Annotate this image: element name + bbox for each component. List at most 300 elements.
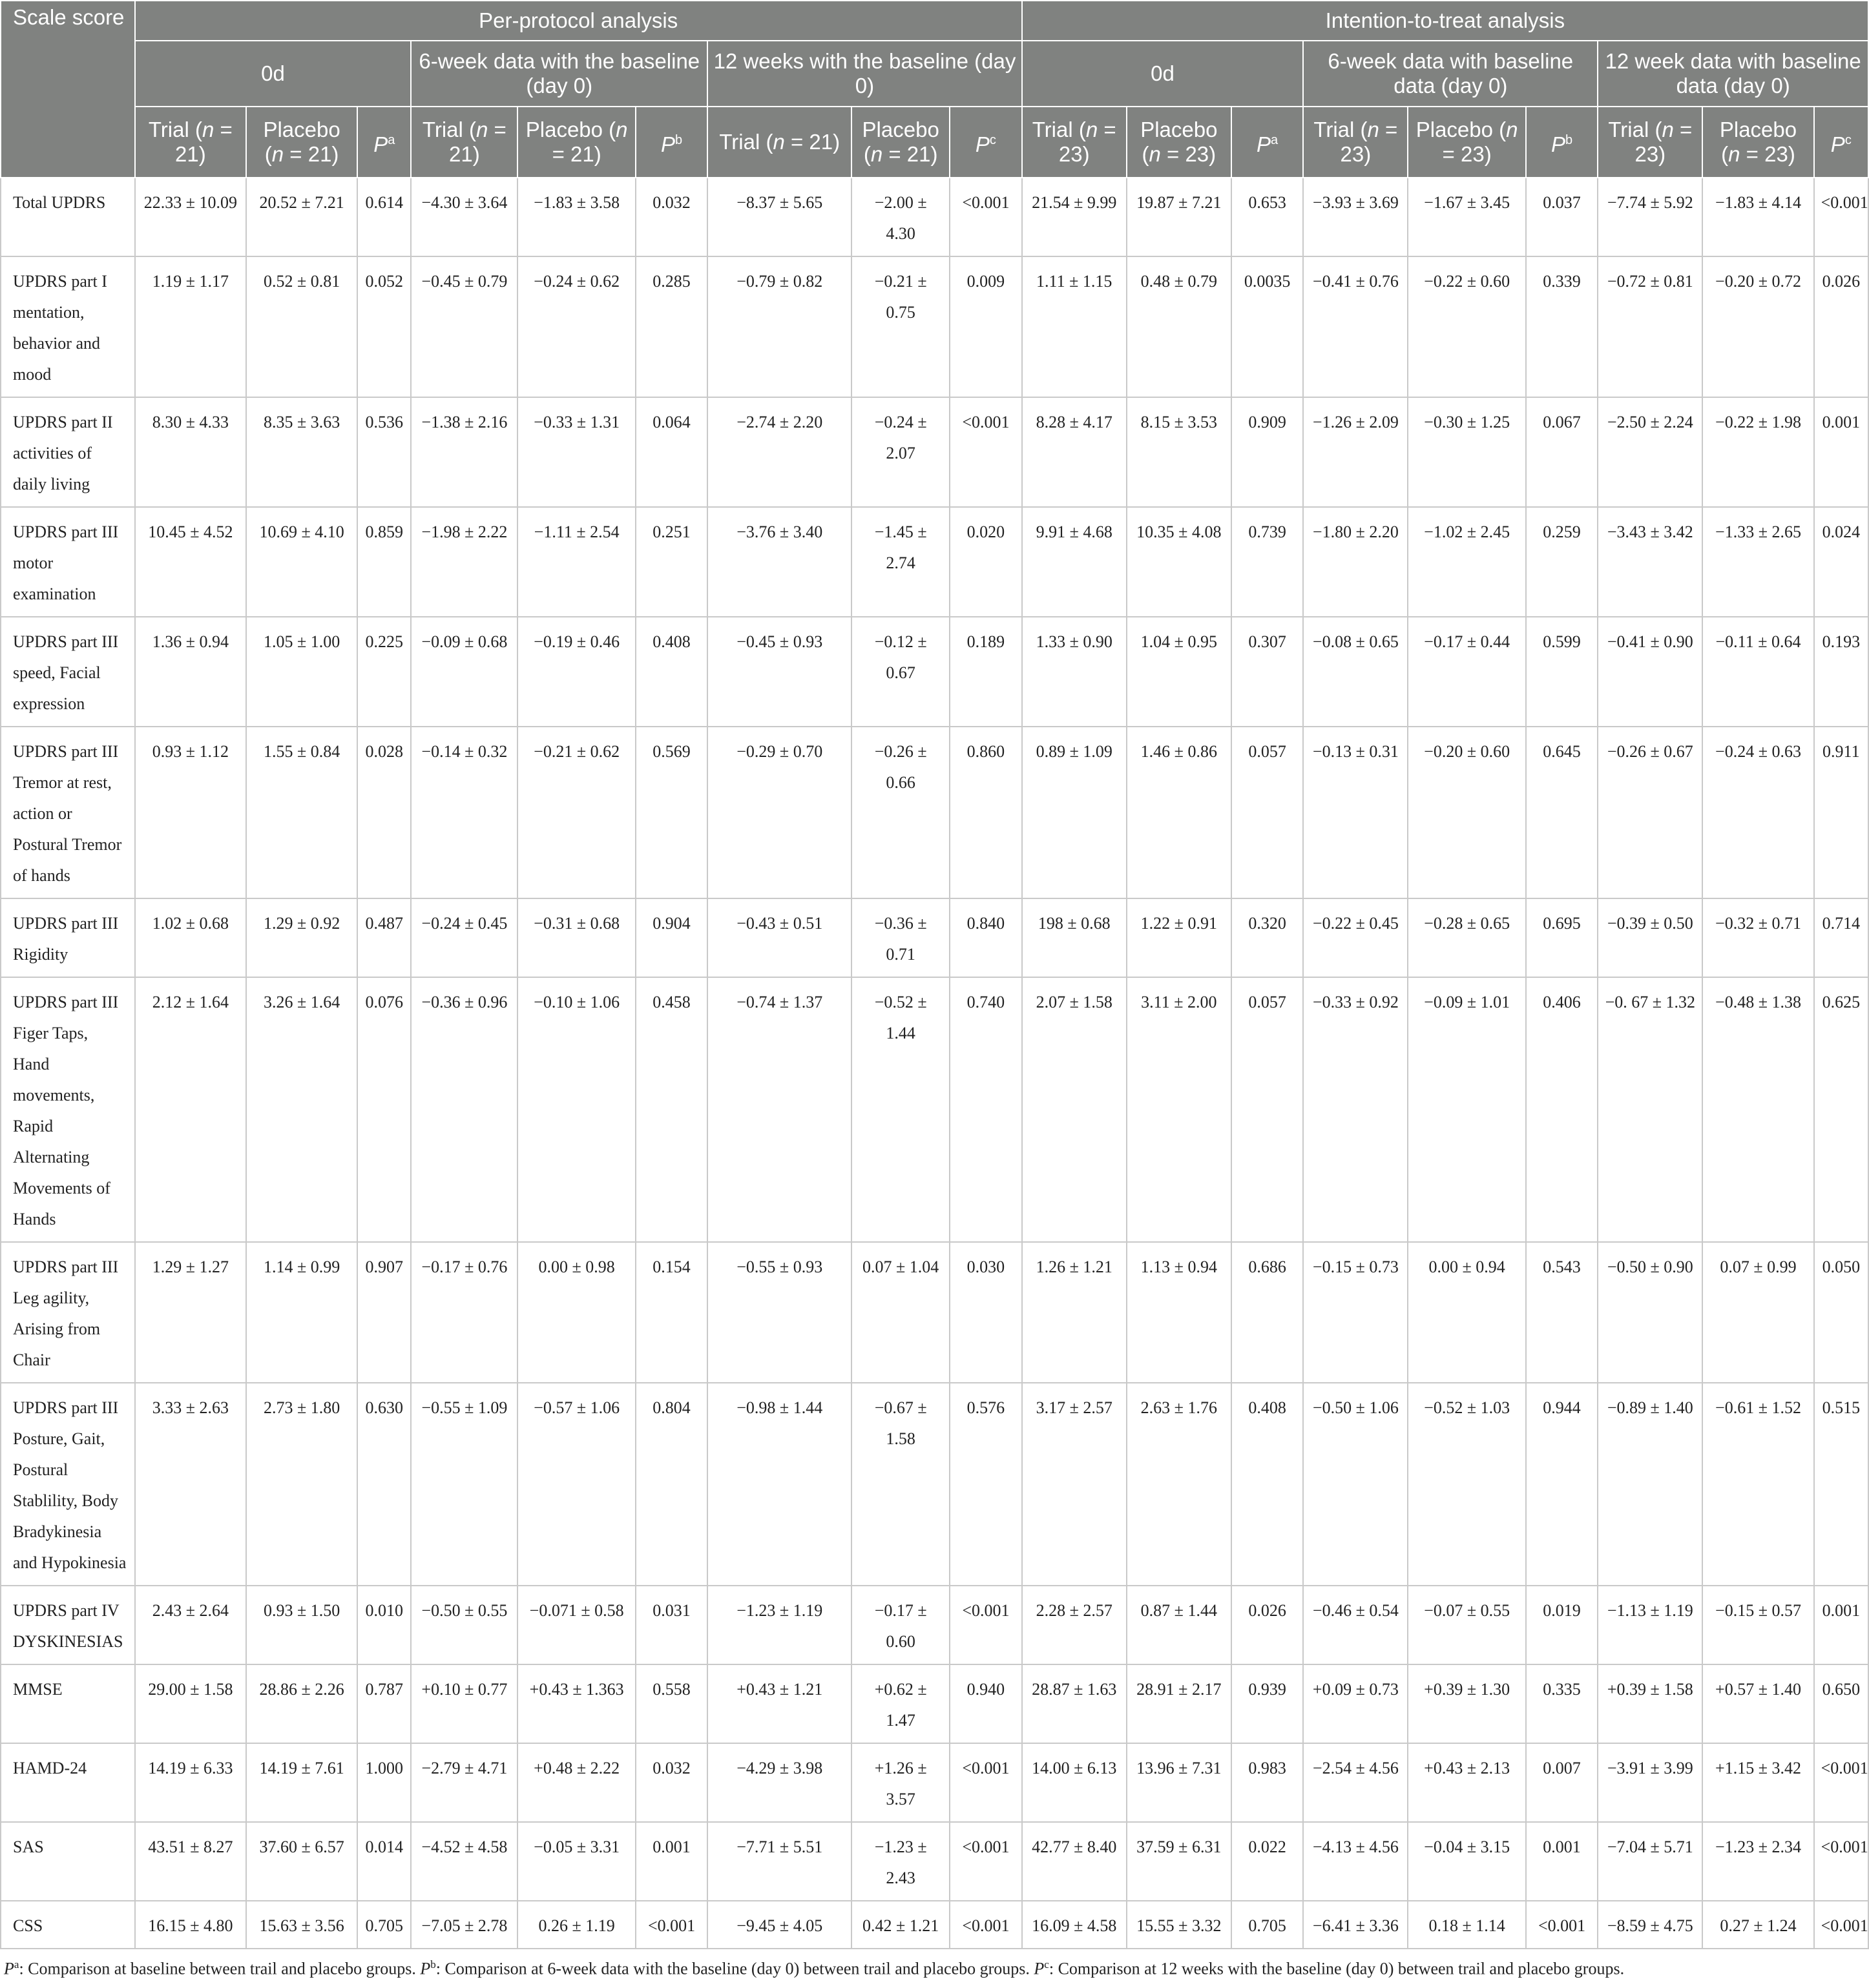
table-cell: 15.63 ± 3.56 bbox=[246, 1901, 357, 1949]
table-cell: −1.67 ± 3.45 bbox=[1408, 178, 1525, 256]
table-cell: 0.032 bbox=[636, 1743, 707, 1822]
table-cell: 0.650 bbox=[1814, 1664, 1868, 1743]
table-cell: 14.19 ± 6.33 bbox=[135, 1743, 246, 1822]
column-header: $P^c$ bbox=[950, 107, 1021, 178]
table-cell: −0.43 ± 0.51 bbox=[707, 898, 851, 977]
table-cell: 0.028 bbox=[357, 727, 411, 898]
table-cell: 0.307 bbox=[1231, 617, 1303, 727]
table-cell: −1.23 ± 1.19 bbox=[707, 1586, 851, 1664]
table-cell: −1.83 ± 3.58 bbox=[517, 178, 635, 256]
table-cell: 0.259 bbox=[1526, 507, 1598, 617]
table-cell: 0.022 bbox=[1231, 1822, 1303, 1901]
table-cell: 16.15 ± 4.80 bbox=[135, 1901, 246, 1949]
table-cell: −0.15 ± 0.73 bbox=[1303, 1242, 1408, 1383]
table-row bbox=[1, 977, 1868, 1242]
table-row bbox=[1, 1901, 1868, 1949]
table-cell: −3.76 ± 3.40 bbox=[707, 507, 851, 617]
table-cell: −0.50 ± 0.55 bbox=[411, 1586, 517, 1664]
table-cell: 1.46 ± 0.86 bbox=[1127, 727, 1231, 898]
table-cell: −4.29 ± 3.98 bbox=[707, 1743, 851, 1822]
table-cell: −4.30 ± 3.64 bbox=[411, 178, 517, 256]
table-cell: +0.10 ± 0.77 bbox=[411, 1664, 517, 1743]
table-cell: +0.43 ± 1.363 bbox=[517, 1664, 635, 1743]
table-cell: 37.60 ± 6.57 bbox=[246, 1822, 357, 1901]
table-cell: 28.91 ± 2.17 bbox=[1127, 1664, 1231, 1743]
row-label: SAS bbox=[1, 1822, 135, 1901]
table-cell: +0.43 ± 1.21 bbox=[707, 1664, 851, 1743]
table-cell: −3.43 ± 3.42 bbox=[1598, 507, 1702, 617]
table-cell: 2.63 ± 1.76 bbox=[1127, 1383, 1231, 1586]
table-cell: −0.29 ± 0.70 bbox=[707, 727, 851, 898]
table-cell: 0.320 bbox=[1231, 898, 1303, 977]
table-cell: <0.001 bbox=[950, 1822, 1021, 1901]
table-cell: −7.74 ± 5.92 bbox=[1598, 178, 1702, 256]
table-cell: 0.067 bbox=[1526, 397, 1598, 507]
table-cell: 0.840 bbox=[950, 898, 1021, 977]
table-cell: −2.74 ± 2.20 bbox=[707, 397, 851, 507]
table-cell: 0.93 ± 1.12 bbox=[135, 727, 246, 898]
table-cell: 0.487 bbox=[357, 898, 411, 977]
table-cell: −0.22 ± 0.45 bbox=[1303, 898, 1408, 977]
table-cell: 0.859 bbox=[357, 507, 411, 617]
table-cell: 0.536 bbox=[357, 397, 411, 507]
table-cell: −0.28 ± 0.65 bbox=[1408, 898, 1525, 977]
table-cell: 2.43 ± 2.64 bbox=[135, 1586, 246, 1664]
table-cell: 1.02 ± 0.68 bbox=[135, 898, 246, 977]
table-cell: 10.69 ± 4.10 bbox=[246, 507, 357, 617]
table-cell: 0.543 bbox=[1526, 1242, 1598, 1383]
table-cell: −0.33 ± 1.31 bbox=[517, 397, 635, 507]
table-body bbox=[1, 178, 1868, 1949]
table-cell: −1.23 ± 2.34 bbox=[1702, 1822, 1813, 1901]
table-cell: 1.29 ± 1.27 bbox=[135, 1242, 246, 1383]
table-cell: 0.339 bbox=[1526, 256, 1598, 397]
table-cell: 0.911 bbox=[1814, 727, 1868, 898]
table-cell: −0.12 ± 0.67 bbox=[851, 617, 950, 727]
table-cell: 0.739 bbox=[1231, 507, 1303, 617]
table-cell: 0.057 bbox=[1231, 727, 1303, 898]
table-row bbox=[1, 507, 1868, 617]
column-header: Placebo (n = 23) bbox=[1702, 107, 1813, 178]
table-cell: 2.12 ± 1.64 bbox=[135, 977, 246, 1242]
table-cell: −0.24 ± 0.63 bbox=[1702, 727, 1813, 898]
table-cell: 1.26 ± 1.21 bbox=[1022, 1242, 1127, 1383]
column-header: Placebo (n = 21) bbox=[851, 107, 950, 178]
table-cell: 0.940 bbox=[950, 1664, 1021, 1743]
table-cell: 1.14 ± 0.99 bbox=[246, 1242, 357, 1383]
table-cell: <0.001 bbox=[1814, 178, 1868, 256]
table-cell: −1.11 ± 2.54 bbox=[517, 507, 635, 617]
table-cell: 0.48 ± 0.79 bbox=[1127, 256, 1231, 397]
table-cell: −0.10 ± 1.06 bbox=[517, 977, 635, 1242]
row-label: CSS bbox=[1, 1901, 135, 1949]
table-cell: 0.904 bbox=[636, 898, 707, 977]
table-cell: 10.35 ± 4.08 bbox=[1127, 507, 1231, 617]
table-cell: 0.576 bbox=[950, 1383, 1021, 1586]
column-header: Placebo (n = 21) bbox=[517, 107, 635, 178]
table-cell: +0.48 ± 2.22 bbox=[517, 1743, 635, 1822]
table-row bbox=[1, 256, 1868, 397]
table-cell: 0.653 bbox=[1231, 178, 1303, 256]
column-header: Trial (n = 21) bbox=[135, 107, 246, 178]
table-cell: −0. 67 ± 1.32 bbox=[1598, 977, 1702, 1242]
table-cell: −0.89 ± 1.40 bbox=[1598, 1383, 1702, 1586]
table-cell: 0.225 bbox=[357, 617, 411, 727]
table-cell: −0.57 ± 1.06 bbox=[517, 1383, 635, 1586]
table-cell: 0.907 bbox=[357, 1242, 411, 1383]
table-cell: −2.00 ± 4.30 bbox=[851, 178, 950, 256]
table-cell: 0.686 bbox=[1231, 1242, 1303, 1383]
table-cell: −0.17 ± 0.44 bbox=[1408, 617, 1525, 727]
table-cell: 0.052 bbox=[357, 256, 411, 397]
column-header: $P^b$ bbox=[636, 107, 707, 178]
table-cell: 0.42 ± 1.21 bbox=[851, 1901, 950, 1949]
table-cell: −0.15 ± 0.57 bbox=[1702, 1586, 1813, 1664]
table-row bbox=[1, 1664, 1868, 1743]
table-cell: −0.09 ± 0.68 bbox=[411, 617, 517, 727]
table-cell: <0.001 bbox=[950, 1743, 1021, 1822]
table-cell: 0.408 bbox=[636, 617, 707, 727]
table-cell: −0.22 ± 1.98 bbox=[1702, 397, 1813, 507]
table-cell: −0.08 ± 0.65 bbox=[1303, 617, 1408, 727]
table-cell: 3.33 ± 2.63 bbox=[135, 1383, 246, 1586]
table-cell: 15.55 ± 3.32 bbox=[1127, 1901, 1231, 1949]
table-row bbox=[1, 1822, 1868, 1901]
table-cell: 0.787 bbox=[357, 1664, 411, 1743]
column-header: Placebo (n = 23) bbox=[1127, 107, 1231, 178]
table-cell: <0.001 bbox=[950, 178, 1021, 256]
table-cell: −0.67 ± 1.58 bbox=[851, 1383, 950, 1586]
table-cell: −0.04 ± 3.15 bbox=[1408, 1822, 1525, 1901]
table-cell: 21.54 ± 9.99 bbox=[1022, 178, 1127, 256]
table-cell: −0.17 ± 0.76 bbox=[411, 1242, 517, 1383]
table-cell: −0.98 ± 1.44 bbox=[707, 1383, 851, 1586]
table-cell: +0.57 ± 1.40 bbox=[1702, 1664, 1813, 1743]
table-cell: <0.001 bbox=[950, 1586, 1021, 1664]
table-cell: 8.30 ± 4.33 bbox=[135, 397, 246, 507]
table-cell: −0.21 ± 0.62 bbox=[517, 727, 635, 898]
table-cell: −0.26 ± 0.67 bbox=[1598, 727, 1702, 898]
table-cell: 37.59 ± 6.31 bbox=[1127, 1822, 1231, 1901]
table-cell: −0.19 ± 0.46 bbox=[517, 617, 635, 727]
period-header: 12 week data with baseline data (day 0) bbox=[1598, 41, 1868, 107]
table-cell: −0.071 ± 0.58 bbox=[517, 1586, 635, 1664]
table-cell: 0.020 bbox=[950, 507, 1021, 617]
table-cell: 0.001 bbox=[636, 1822, 707, 1901]
table-cell: −0.07 ± 0.55 bbox=[1408, 1586, 1525, 1664]
table-cell: −1.02 ± 2.45 bbox=[1408, 507, 1525, 617]
table-cell: 1.05 ± 1.00 bbox=[246, 617, 357, 727]
table-cell: 0.89 ± 1.09 bbox=[1022, 727, 1127, 898]
column-header: $P^c$ bbox=[1814, 107, 1868, 178]
table-row bbox=[1, 727, 1868, 898]
table-cell: 0.154 bbox=[636, 1242, 707, 1383]
table-cell: −0.50 ± 1.06 bbox=[1303, 1383, 1408, 1586]
table-cell: −0.48 ± 1.38 bbox=[1702, 977, 1813, 1242]
table-cell: −0.39 ± 0.50 bbox=[1598, 898, 1702, 977]
row-label: UPDRS part III motor examination bbox=[1, 507, 135, 617]
table-cell: 0.939 bbox=[1231, 1664, 1303, 1743]
per-protocol-header: Per-protocol analysis bbox=[135, 1, 1022, 41]
table-cell: 22.33 ± 10.09 bbox=[135, 178, 246, 256]
table-cell: 9.91 ± 4.68 bbox=[1022, 507, 1127, 617]
table-cell: 14.19 ± 7.61 bbox=[246, 1743, 357, 1822]
column-header: Placebo (n = 21) bbox=[246, 107, 357, 178]
table-cell: −0.61 ± 1.52 bbox=[1702, 1383, 1813, 1586]
table-cell: −0.14 ± 0.32 bbox=[411, 727, 517, 898]
table-header bbox=[1, 1, 1868, 178]
table-cell: <0.001 bbox=[950, 397, 1021, 507]
table-cell: 0.014 bbox=[357, 1822, 411, 1901]
table-cell: 0.007 bbox=[1526, 1743, 1598, 1822]
table-cell: −0.72 ± 0.81 bbox=[1598, 256, 1702, 397]
table-cell: 1.13 ± 0.94 bbox=[1127, 1242, 1231, 1383]
table-cell: −0.22 ± 0.60 bbox=[1408, 256, 1525, 397]
table-cell: 0.030 bbox=[950, 1242, 1021, 1383]
table-cell: −0.50 ± 0.90 bbox=[1598, 1242, 1702, 1383]
table-cell: 0.27 ± 1.24 bbox=[1702, 1901, 1813, 1949]
table-cell: −0.41 ± 0.76 bbox=[1303, 256, 1408, 397]
table-cell: 0.909 bbox=[1231, 397, 1303, 507]
table-cell: −0.20 ± 0.60 bbox=[1408, 727, 1525, 898]
table-cell: −0.52 ± 1.44 bbox=[851, 977, 950, 1242]
table-cell: −0.32 ± 0.71 bbox=[1702, 898, 1813, 977]
table-cell: 0.010 bbox=[357, 1586, 411, 1664]
table-cell: −1.98 ± 2.22 bbox=[411, 507, 517, 617]
row-label: MMSE bbox=[1, 1664, 135, 1743]
table-cell: −0.36 ± 0.96 bbox=[411, 977, 517, 1242]
table-row bbox=[1, 617, 1868, 727]
table-row bbox=[1, 178, 1868, 256]
table-cell: −0.24 ± 0.45 bbox=[411, 898, 517, 977]
table-cell: 0.026 bbox=[1231, 1586, 1303, 1664]
table-cell: 0.93 ± 1.50 bbox=[246, 1586, 357, 1664]
table-cell: 0.408 bbox=[1231, 1383, 1303, 1586]
table-cell: 0.26 ± 1.19 bbox=[517, 1901, 635, 1949]
table-cell: 28.87 ± 1.63 bbox=[1022, 1664, 1127, 1743]
table-cell: −1.38 ± 2.16 bbox=[411, 397, 517, 507]
table-cell: 0.515 bbox=[1814, 1383, 1868, 1586]
column-header: Trial (n = 21) bbox=[707, 107, 851, 178]
period-header: 0d bbox=[1022, 41, 1304, 107]
table-cell: −0.45 ± 0.79 bbox=[411, 256, 517, 397]
column-header: Trial (n = 23) bbox=[1598, 107, 1702, 178]
table-cell: 0.009 bbox=[950, 256, 1021, 397]
table-cell: 42.77 ± 8.40 bbox=[1022, 1822, 1127, 1901]
table-row bbox=[1, 397, 1868, 507]
table-cell: 0.019 bbox=[1526, 1586, 1598, 1664]
period-header: 12 weeks with the baseline (day 0) bbox=[707, 41, 1021, 107]
table-cell: 2.73 ± 1.80 bbox=[246, 1383, 357, 1586]
table-cell: 8.35 ± 3.63 bbox=[246, 397, 357, 507]
table-cell: −0.30 ± 1.25 bbox=[1408, 397, 1525, 507]
table-cell: −6.41 ± 3.36 bbox=[1303, 1901, 1408, 1949]
table-cell: 1.33 ± 0.90 bbox=[1022, 617, 1127, 727]
table-cell: 0.031 bbox=[636, 1586, 707, 1664]
table-cell: 0.625 bbox=[1814, 977, 1868, 1242]
table-cell: <0.001 bbox=[1814, 1743, 1868, 1822]
table-cell: 0.001 bbox=[1814, 397, 1868, 507]
table-cell: 0.614 bbox=[357, 178, 411, 256]
table-cell: 0.00 ± 0.98 bbox=[517, 1242, 635, 1383]
table-cell: −1.13 ± 1.19 bbox=[1598, 1586, 1702, 1664]
table-cell: 0.335 bbox=[1526, 1664, 1598, 1743]
table-cell: 1.19 ± 1.17 bbox=[135, 256, 246, 397]
row-label: UPDRS part IV DYSKINESIAS bbox=[1, 1586, 135, 1664]
table-cell: +0.62 ± 1.47 bbox=[851, 1664, 950, 1743]
table-cell: 20.52 ± 7.21 bbox=[246, 178, 357, 256]
table-cell: −0.20 ± 0.72 bbox=[1702, 256, 1813, 397]
table-cell: 43.51 ± 8.27 bbox=[135, 1822, 246, 1901]
row-label: Total UPDRS bbox=[1, 178, 135, 256]
table-cell: −0.55 ± 1.09 bbox=[411, 1383, 517, 1586]
table-cell: 0.001 bbox=[1526, 1822, 1598, 1901]
table-cell: 0.00 ± 0.94 bbox=[1408, 1242, 1525, 1383]
row-label: UPDRS part I mentation, behavior and mood bbox=[1, 256, 135, 397]
footnote: $P^a$: Comparison at baseline between trail and placebo groups. $P^b$: Comparison at 6-week data with the baseline (day 0) between trail and placebo groups. $P^c$: Comparison at 12 weeks with the baseline (day 0) between trail and placebo groups. bbox=[4, 1958, 1625, 1978]
table-cell: 28.86 ± 2.26 bbox=[246, 1664, 357, 1743]
table-cell: 3.17 ± 2.57 bbox=[1022, 1383, 1127, 1586]
table-cell: 0.87 ± 1.44 bbox=[1127, 1586, 1231, 1664]
table-cell: −4.52 ± 4.58 bbox=[411, 1822, 517, 1901]
table-cell: 13.96 ± 7.31 bbox=[1127, 1743, 1231, 1822]
row-label: UPDRS part II activities of daily living bbox=[1, 397, 135, 507]
table-cell: −0.52 ± 1.03 bbox=[1408, 1383, 1525, 1586]
table-cell: 14.00 ± 6.13 bbox=[1022, 1743, 1127, 1822]
table-cell: 0.001 bbox=[1814, 1586, 1868, 1664]
table-cell: 0.032 bbox=[636, 178, 707, 256]
table-cell: 1.36 ± 0.94 bbox=[135, 617, 246, 727]
period-header: 6-week data with baseline data (day 0) bbox=[1303, 41, 1598, 107]
period-header: 0d bbox=[135, 41, 412, 107]
row-label: UPDRS part III Leg agility, Arising from Chair bbox=[1, 1242, 135, 1383]
table-cell: 0.740 bbox=[950, 977, 1021, 1242]
table-cell: −2.50 ± 2.24 bbox=[1598, 397, 1702, 507]
table-cell: 0.07 ± 1.04 bbox=[851, 1242, 950, 1383]
table-cell: −9.45 ± 4.05 bbox=[707, 1901, 851, 1949]
table-cell: +1.15 ± 3.42 bbox=[1702, 1743, 1813, 1822]
table-cell: −1.45 ± 2.74 bbox=[851, 507, 950, 617]
table-cell: 10.45 ± 4.52 bbox=[135, 507, 246, 617]
table-cell: 0.630 bbox=[357, 1383, 411, 1586]
table-cell: 19.87 ± 7.21 bbox=[1127, 178, 1231, 256]
table-cell: <0.001 bbox=[950, 1901, 1021, 1949]
column-header: $P^b$ bbox=[1526, 107, 1598, 178]
table-row bbox=[1, 1743, 1868, 1822]
row-label: UPDRS part III Posture, Gait, Postural Stablility, Body Bradykinesia and Hypokinesia bbox=[1, 1383, 135, 1586]
table-cell: 0.695 bbox=[1526, 898, 1598, 977]
table-row bbox=[1, 1383, 1868, 1586]
table-cell: 0.569 bbox=[636, 727, 707, 898]
table-cell: 0.983 bbox=[1231, 1743, 1303, 1822]
table-cell: 0.026 bbox=[1814, 256, 1868, 397]
table-cell: 0.07 ± 0.99 bbox=[1702, 1242, 1813, 1383]
table-cell: 0.458 bbox=[636, 977, 707, 1242]
table-cell: −7.05 ± 2.78 bbox=[411, 1901, 517, 1949]
table-cell: 0.804 bbox=[636, 1383, 707, 1586]
row-label: UPDRS part III Rigidity bbox=[1, 898, 135, 977]
column-header: Trial (n = 23) bbox=[1022, 107, 1127, 178]
table-cell: 198 ± 0.68 bbox=[1022, 898, 1127, 977]
table-cell: −0.05 ± 3.31 bbox=[517, 1822, 635, 1901]
table-cell: 0.52 ± 0.81 bbox=[246, 256, 357, 397]
period-header: 6-week data with the baseline (day 0) bbox=[411, 41, 707, 107]
row-label: UPDRS part III speed, Facial expression bbox=[1, 617, 135, 727]
table-cell: −3.91 ± 3.99 bbox=[1598, 1743, 1702, 1822]
table-cell: 0.251 bbox=[636, 507, 707, 617]
column-header: $P^a$ bbox=[1231, 107, 1303, 178]
table-cell: −1.33 ± 2.65 bbox=[1702, 507, 1813, 617]
table-cell: −1.23 ± 2.43 bbox=[851, 1822, 950, 1901]
table-cell: <0.001 bbox=[1814, 1901, 1868, 1949]
table-cell: 1.04 ± 0.95 bbox=[1127, 617, 1231, 727]
table-cell: 0.193 bbox=[1814, 617, 1868, 727]
table-cell: 1.55 ± 0.84 bbox=[246, 727, 357, 898]
table-cell: 1.29 ± 0.92 bbox=[246, 898, 357, 977]
column-header: Placebo (n = 23) bbox=[1408, 107, 1525, 178]
row-label: UPDRS part III Tremor at rest, action or Postural Tremor of hands bbox=[1, 727, 135, 898]
table-cell: 0.645 bbox=[1526, 727, 1598, 898]
table-cell: 0.189 bbox=[950, 617, 1021, 727]
table-cell: −1.80 ± 2.20 bbox=[1303, 507, 1408, 617]
table-cell: +0.09 ± 0.73 bbox=[1303, 1664, 1408, 1743]
intention-to-treat-header: Intention-to-treat analysis bbox=[1022, 1, 1868, 41]
table-cell: −0.36 ± 0.71 bbox=[851, 898, 950, 977]
table-cell: +1.26 ± 3.57 bbox=[851, 1743, 950, 1822]
table-cell: 1.22 ± 0.91 bbox=[1127, 898, 1231, 977]
table-cell: 16.09 ± 4.58 bbox=[1022, 1901, 1127, 1949]
scale-score-header: Scale score bbox=[1, 1, 135, 178]
column-header: Trial (n = 21) bbox=[411, 107, 517, 178]
table-cell: −2.79 ± 4.71 bbox=[411, 1743, 517, 1822]
table-cell: −0.21 ± 0.75 bbox=[851, 256, 950, 397]
table-cell: −0.74 ± 1.37 bbox=[707, 977, 851, 1242]
table-cell: +0.43 ± 2.13 bbox=[1408, 1743, 1525, 1822]
table-cell: +0.39 ± 1.58 bbox=[1598, 1664, 1702, 1743]
table-cell: −0.45 ± 0.93 bbox=[707, 617, 851, 727]
table-cell: 1.11 ± 1.15 bbox=[1022, 256, 1127, 397]
table-cell: 0.024 bbox=[1814, 507, 1868, 617]
table-cell: −0.41 ± 0.90 bbox=[1598, 617, 1702, 727]
table-cell: 0.558 bbox=[636, 1664, 707, 1743]
table-cell: 0.285 bbox=[636, 256, 707, 397]
table-cell: −0.24 ± 2.07 bbox=[851, 397, 950, 507]
table-cell: 29.00 ± 1.58 bbox=[135, 1664, 246, 1743]
table-cell: −0.31 ± 0.68 bbox=[517, 898, 635, 977]
table-cell: 8.15 ± 3.53 bbox=[1127, 397, 1231, 507]
table-cell: +0.39 ± 1.30 bbox=[1408, 1664, 1525, 1743]
table-cell: −3.93 ± 3.69 bbox=[1303, 178, 1408, 256]
table-cell: −4.13 ± 4.56 bbox=[1303, 1822, 1408, 1901]
table-cell: −7.71 ± 5.51 bbox=[707, 1822, 851, 1901]
table-cell: 3.11 ± 2.00 bbox=[1127, 977, 1231, 1242]
table-cell: 0.705 bbox=[1231, 1901, 1303, 1949]
row-label: HAMD-24 bbox=[1, 1743, 135, 1822]
column-header: $P^a$ bbox=[357, 107, 411, 178]
table-cell: 0.076 bbox=[357, 977, 411, 1242]
table-cell: −1.26 ± 2.09 bbox=[1303, 397, 1408, 507]
table-cell: −0.79 ± 0.82 bbox=[707, 256, 851, 397]
table-cell: 1.000 bbox=[357, 1743, 411, 1822]
table-cell: −0.26 ± 0.66 bbox=[851, 727, 950, 898]
table-cell: −0.17 ± 0.60 bbox=[851, 1586, 950, 1664]
table-cell: 2.07 ± 1.58 bbox=[1022, 977, 1127, 1242]
table-cell: −2.54 ± 4.56 bbox=[1303, 1743, 1408, 1822]
table-cell: 0.860 bbox=[950, 727, 1021, 898]
table-cell: 3.26 ± 1.64 bbox=[246, 977, 357, 1242]
column-header: Trial (n = 23) bbox=[1303, 107, 1408, 178]
table-cell: 0.18 ± 1.14 bbox=[1408, 1901, 1525, 1949]
